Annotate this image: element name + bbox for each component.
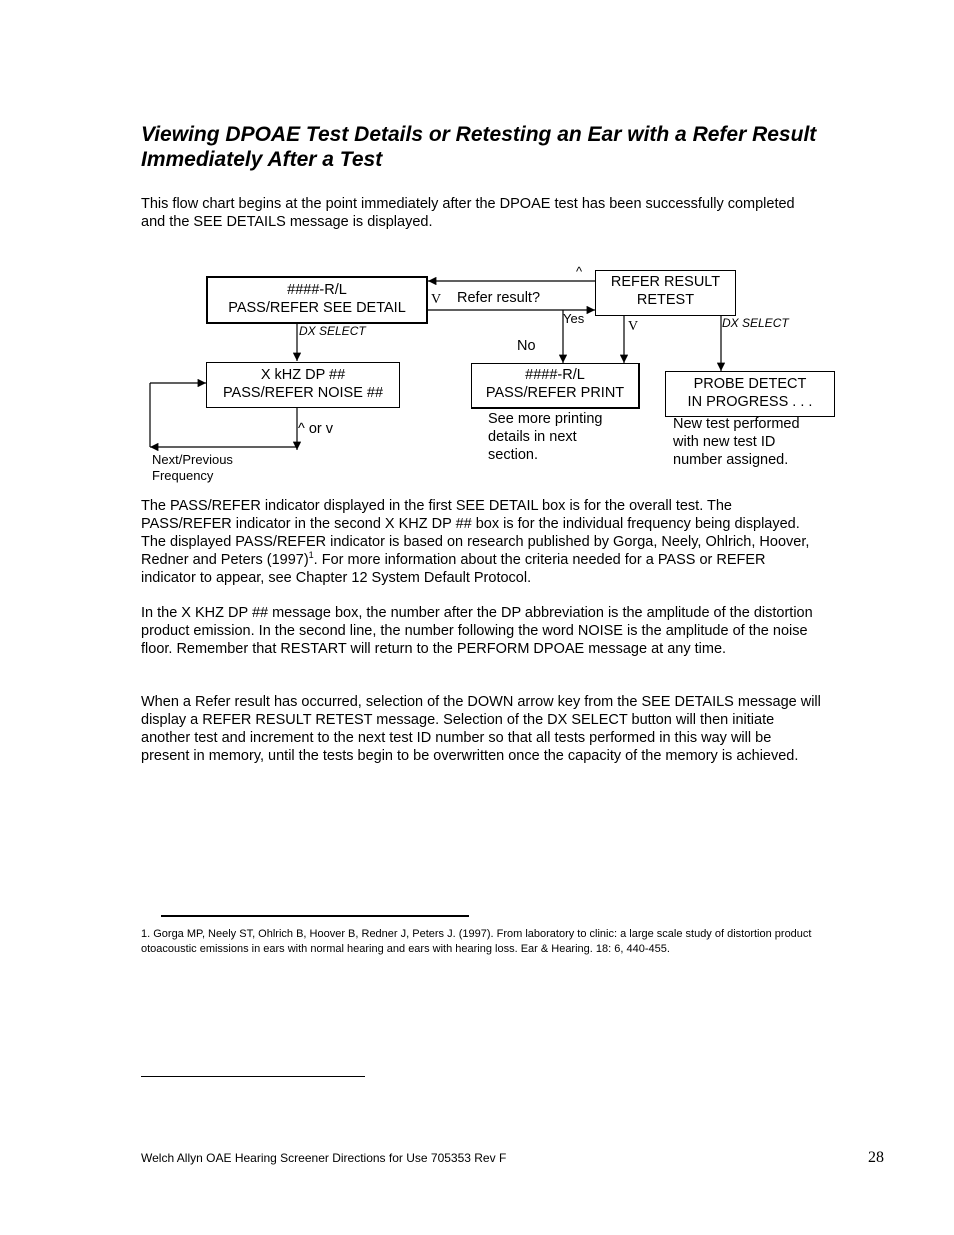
flow-box-frequency: [206, 362, 400, 408]
frequency-line1: X kHZ DP ##: [260, 367, 346, 383]
note-print-line: See more printing: [488, 411, 603, 427]
note-probe-line: number assigned.: [673, 452, 789, 468]
page-footer: Welch Allyn OAE Hearing Screener Directions for Use 705353 Rev F: [141, 1151, 507, 1165]
footer-separator: [141, 1076, 365, 1077]
footnote-ref: 1: [308, 550, 314, 561]
probe-line1: PROBE DETECT: [693, 376, 807, 392]
note-print-details: [488, 410, 602, 464]
label-next-previous: Next/Previous: [152, 452, 233, 467]
page-number: 28: [868, 1149, 884, 1166]
footnote: 1. Gorga MP, Neely ST, Ohlrich B, Hoover B, Redner J, Peters J. (1997). From laboratory to clinic: a large scale study of distortion product otoacoustic emissions in ears with normal hearing and ears with hearing loss. Ear & Hearing. 18: 6, 440-455.: [141, 928, 812, 955]
note-probe-line: New test performed: [673, 416, 800, 432]
refer-retest-line2: RETEST: [636, 292, 695, 308]
flow-box-see-detail: [206, 276, 428, 324]
paragraph-refer-retest: When a Refer result has occurred, selection of the DOWN arrow key from the SEE DETAILS message will display a REFER RESULT RETEST message. Selection of the DX SELECT button will then initiate another test and increment to the next test ID number so that all tests performed in this way will be present in memory, until the tests begin to be overwritten once the capacity of the memory is achieved.: [141, 694, 821, 764]
probe-line2: IN PROGRESS . . .: [687, 394, 813, 410]
refer-retest-line1: REFER RESULT: [610, 274, 721, 290]
note-print-line: details in next: [488, 429, 577, 445]
paragraph-pass-refer: [141, 497, 821, 587]
note-new-test: [673, 415, 800, 469]
paragraph-dp-noise: In the X KHZ DP ## message box, the number after the DP abbreviation is the amplitude of the distortion product emission. In the second line, the number following the word NOISE is the amplitude of the noise floor. Remember that RESTART will return to the PERFORM DPOAE message at any time.: [141, 605, 813, 657]
label-yes: Yes: [563, 311, 585, 326]
page-title: Viewing DPOAE Test Details or Retesting an Ear with a Refer Result Immediately After a Test: [141, 123, 817, 171]
paragraph1-text-a: The PASS/REFER indicator displayed in the first SEE DETAIL box is for the overall test. The PASS/REFER indicator in the second X KHZ DP ## box is for the individual frequency being displayed. The displayed PASS/REFER indicator is based on research published by Gorga, Neely, Ohlrich, Hoover, Redner and Peters (1997): [141, 498, 810, 568]
label-refer-result: Refer result?: [457, 290, 541, 306]
label-no: No: [517, 338, 536, 354]
label-dx-select-right: DX SELECT: [722, 316, 789, 330]
label-dx-select-left: DX SELECT: [299, 324, 366, 338]
paragraph1-text-b: . For more information about the criteria needed for a PASS or REFER indicator to appear, see Chapter 12 System Default Protocol.: [141, 552, 766, 586]
label-caret-or-v: ^ or v: [298, 421, 334, 437]
label-frequency: Frequency: [152, 468, 214, 483]
intro-paragraph: This flow chart begins at the point immediately after the DPOAE test has been successfully completed and the SEE DETAILS message is displayed.: [141, 196, 795, 230]
footnote-separator: [161, 915, 469, 917]
flow-box-refer-retest: [595, 270, 736, 316]
flow-box-print: [471, 363, 640, 409]
see-detail-line1: ####-R/L: [287, 282, 347, 298]
see-detail-line2: PASS/REFER SEE DETAIL: [228, 300, 406, 316]
print-line2: PASS/REFER PRINT: [485, 385, 625, 401]
note-probe-line: with new test ID: [673, 434, 776, 450]
flowchart-connectors: [0, 0, 954, 500]
frequency-line2: PASS/REFER NOISE ##: [222, 385, 384, 401]
print-line1: ####-R/L: [525, 367, 585, 383]
note-print-line: section.: [488, 447, 538, 463]
label-v-down-right: V: [628, 319, 639, 334]
label-v-down-left: V: [431, 292, 442, 307]
flow-box-probe-detect: [665, 371, 835, 417]
label-caret-up: ^: [576, 264, 583, 279]
